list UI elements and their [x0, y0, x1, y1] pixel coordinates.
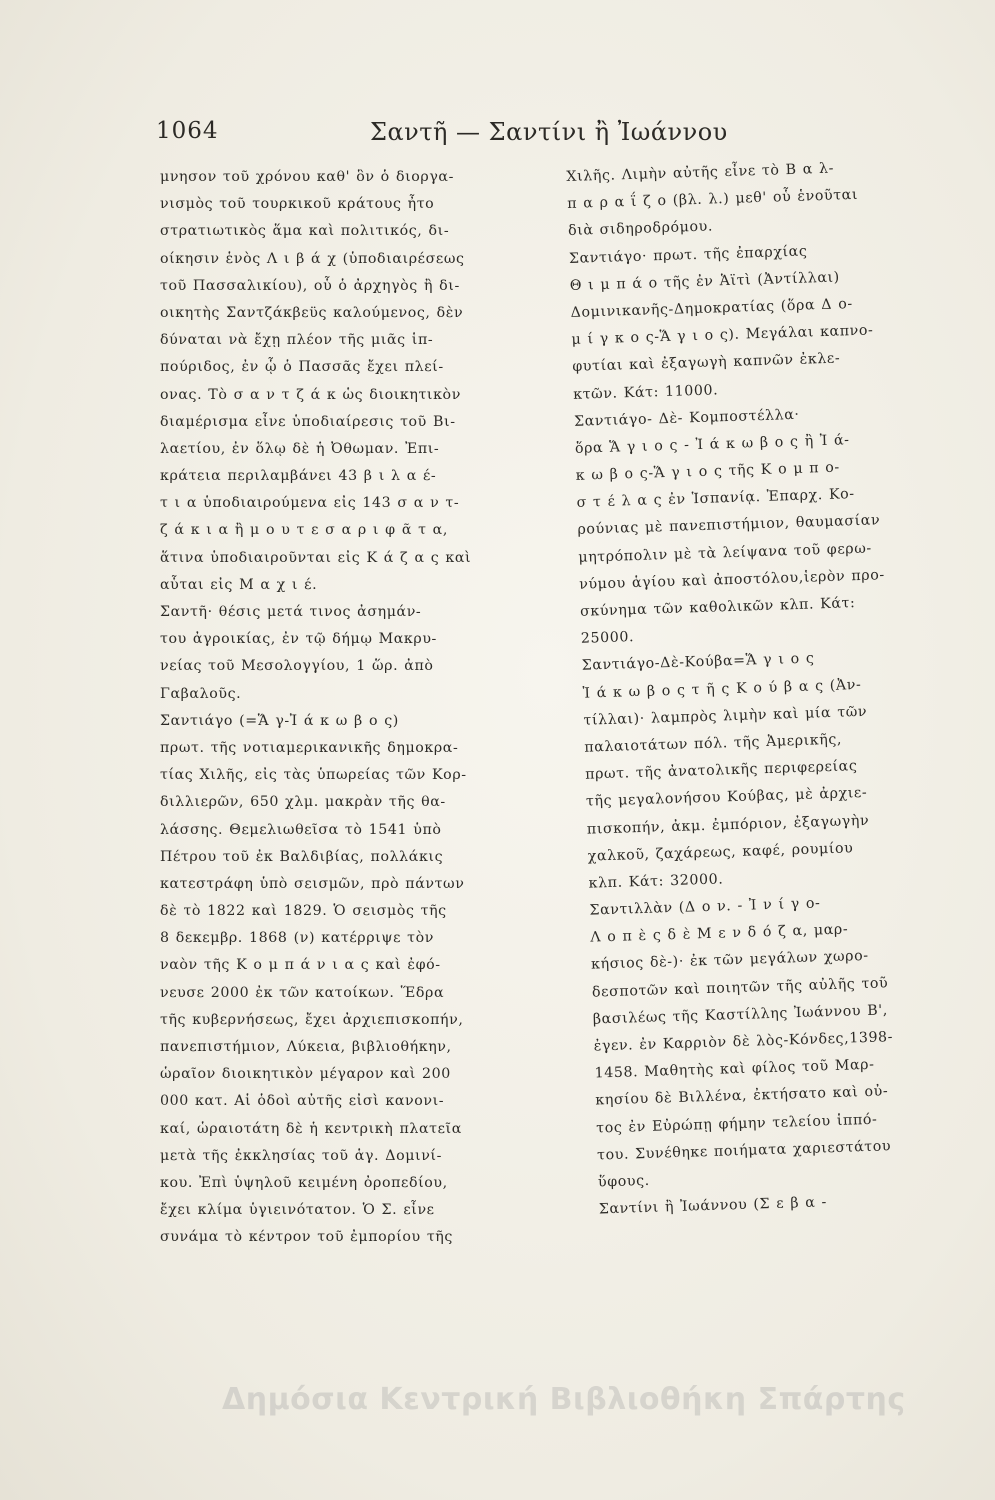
left-column — [160, 164, 545, 1252]
text-line: Σαντιάγο· πρωτ. τῆς ἐπαρχίας — [568, 243, 808, 267]
text-line: λαετίου, ἐν ὅλῳ δὲ ἡ Ὀθωμαν. Ἐπι- — [160, 440, 440, 457]
text-line: κήσιος δὲ-)· ἐκ τῶν μεγάλων χωρο- — [590, 948, 869, 974]
library-watermark: Δημόσια Κεντρική Βιβλιοθήκη Σπάρτης — [222, 1382, 906, 1417]
text-line: ναὸν τῆς Κ ο μ π ά ν ι α ς καὶ ἐφό- — [160, 957, 441, 974]
text-line: κατεστράφη ὑπὸ σεισμῶν, πρὸ πάντων — [160, 875, 465, 892]
text-line: μητρόπολιν μὲ τὰ λείψανα τοῦ φερω- — [578, 540, 873, 566]
text-line: διὰ σιδηροδρόμου. — [567, 218, 714, 240]
text-line: μ ί γ κ ο ς-Ἅ γ ι ο ς). Μεγάλαι καπνο- — [571, 322, 874, 349]
text-line: πισκοπήν, ἀκμ. ἐμπόριον, ἐξαγωγὴν — [586, 812, 870, 838]
text-line: στρατιωτικὸς ἅμα καὶ πολιτικός, δι- — [160, 223, 450, 240]
text-line: μνησον τοῦ χρόνου καθ' ὃν ὁ διοργα- — [160, 169, 454, 185]
text-line: κράτεια περιλαμβάνει 43 β ι λ α έ- — [160, 468, 437, 485]
text-line: τῆς μεγαλονήσου Κούβας, μὲ ἀρχιε- — [585, 785, 868, 810]
text-line: σ τ έ λ α ς ἐν Ἱσπανίᾳ. Ἐπαρχ. Κο- — [576, 486, 855, 512]
text-line: ονας. Τὸ σ α ν τ ζ ά κ ὡς διοικητικὸν — [160, 386, 461, 403]
text-line: τος ἐν Εὐρώπῃ φήμην τελείου ἱππό- — [596, 1111, 878, 1137]
text-line: βασιλέως τῆς Καστίλλης Ἰωάννου Β', — [592, 1002, 889, 1028]
text-line: οικητὴς Σαντζάκβεϋς καλούμενος, δὲν — [160, 304, 464, 321]
text-line: ἐγεν. ἐν Καρριὸν δὲ λὸς-Κόνδες,1398- — [593, 1029, 894, 1055]
text-line: καί, ὡραιοτάτη δὲ ἡ κεντρικὴ πλατεῖα — [160, 1120, 462, 1137]
text-line: ἅτινα ὑποδιαιροῦνται εἰς Κ ά ζ α ς καὶ — [160, 549, 472, 566]
text-line: Σαντῆ· θέσις μετά τινος ἀσημάν- — [160, 604, 422, 620]
text-line: νισμὸς τοῦ τουρκικοῦ κράτους ἦτο — [160, 196, 435, 213]
text-line: δύναται νὰ ἔχῃ πλέον τῆς μιᾶς ἱπ- — [160, 332, 434, 349]
text-line: 25000. — [580, 629, 635, 647]
text-line: κ ω β ο ς-Ἅ γ ι ο ς τῆς Κ ο μ π ο- — [575, 459, 841, 484]
text-line: ὕφους. — [597, 1172, 651, 1191]
text-line: συνάμα τὸ κέντρον τοῦ ἐμπορίου τῆς — [160, 1229, 453, 1246]
text-line: νευσε 2000 ἐκ τῶν κατοίκων. Ἕδρα — [160, 984, 445, 1001]
text-line: Χιλῆς. Λιμὴν αὐτῆς εἶνε τὸ Β α λ- — [566, 160, 835, 185]
text-line: κησίου δὲ Βιλλένα, ἐκτήσατο καὶ οὐ- — [595, 1083, 889, 1109]
text-line: ἔχει κλίμα ὑγιεινότατον. Ὁ Σ. εἶνε — [160, 1202, 435, 1219]
text-line: 1458. Μαθητὴς καὶ φίλος τοῦ Μαρ- — [594, 1056, 875, 1082]
text-line: τ ι α ὑποδιαιρούμενα εἰς 143 σ α ν τ- — [160, 495, 460, 512]
text-line: π α ρ α ΐ ζ ο (βλ. λ.) μεθ' οὗ ἑνοῦται — [567, 187, 859, 213]
text-line: πανεπιστήμιον, Λύκεια, βιβλιοθήκην, — [160, 1039, 452, 1055]
text-line: Θ ι μ π ά ο τῆς ἐν Ἁϊτὶ (Ἀντίλλαι) — [569, 269, 841, 294]
text-line: Σαντιάγο- Δὲ- Κομποστέλλα· — [573, 406, 800, 430]
text-line: 000 κατ. Αἱ ὁδοὶ αὐτῆς εἰσὶ κανονι- — [160, 1093, 445, 1110]
text-line: μετὰ τῆς ἐκκλησίας τοῦ ἁγ. Δομινί- — [160, 1147, 442, 1164]
text-line: νύμου ἁγίου καὶ ἀποστόλου,ἱερὸν προ- — [578, 567, 886, 593]
text-line: του ἀγροικίας, ἐν τῷ δήμῳ Μακρυ- — [160, 631, 437, 648]
text-line: Λ ο π ὲ ς δ ὲ Μ ε ν δ ό ζ α, μαρ- — [590, 921, 849, 946]
text-line: τοῦ Πασσαλικίου), οὗ ὁ ἀρχηγὸς ἢ δι- — [160, 277, 460, 294]
text-line: Ἰ ά κ ω β ο ς τ ῆ ς Κ ο ύ β α ς (Ἀν- — [582, 676, 862, 702]
text-line: Σαντιλλὰν (Δ ο ν. - Ἰ ν ί γ ο- — [589, 895, 821, 919]
text-line: διλλιερῶν, 650 χλμ. μακρὰν τῆς θα- — [160, 794, 446, 811]
text-line: ὅρα Ἅ γ ι ο ς - Ἰ ά κ ω β ο ς ἢ Ἰ ά- — [574, 432, 850, 457]
text-line: αὗται εἰς Μ α χ ι έ. — [160, 576, 318, 593]
text-line: 8 δεκεμβρ. 1868 (ν) κατέρριψε τὸν — [160, 930, 434, 947]
text-line: δεσποτῶν καὶ ποιητῶν τῆς αὐλῆς τοῦ — [591, 974, 889, 1001]
text-line: ρούνιας μὲ πανεπιστήμιον, θαυμασίαν — [577, 512, 881, 539]
text-line: διαμέρισμα εἶνε ὑποδιαίρεσις τοῦ Βι- — [160, 413, 456, 430]
text-line: κλπ. Κάτ: 32000. — [588, 871, 724, 892]
text-line: κτῶν. Κάτ: 11000. — [572, 381, 719, 403]
text-line: Δομινικανῆς-Δημοκρατίας (ὅρα Δ ο- — [570, 296, 854, 321]
text-line: δὲ τὸ 1822 καὶ 1829. Ὁ σεισμὸς τῆς — [160, 903, 447, 920]
text-line: φυτίαι καὶ ἐξαγωγὴ καπνῶν ἐκλε- — [572, 350, 841, 376]
text-line: λάσσης. Θεμελιωθεῖσα τὸ 1541 ὑπὸ — [160, 821, 442, 838]
text-line: οίκησιν ἑνὸς Λ ι β ά χ (ὑποδιαιρέσεως — [160, 250, 465, 267]
text-line: σκύνημα τῶν καθολικῶν κλπ. Κάτ: — [579, 595, 856, 620]
text-line: Σαντίνι ἢ Ἰωάννου (Σ ε β α - — [598, 1194, 828, 1218]
text-line: πρωτ. τῆς νοτιαμερικανικῆς δημοκρα- — [160, 739, 459, 756]
text-line: πρωτ. τῆς ἀνατολικῆς περιφερείας — [584, 758, 858, 783]
text-line: χαλκοῦ, ζαχάρεως, καφέ, ρουμίου — [587, 840, 854, 865]
text-line: τῆς κυβερνήσεως, ἔχει ἀρχιεπισκοπήν, — [160, 1011, 464, 1028]
text-line: νείας τοῦ Μεσολογγίου, 1 ὥρ. ἀπὸ — [160, 658, 434, 675]
text-line: του. Συνέθηκε ποιήματα χαριεστάτου — [596, 1138, 892, 1164]
text-line: τίλλαι)· λαμπρὸς λιμὴν καὶ μία τῶν — [583, 703, 868, 729]
text-line: ὡραῖον διοικητικὸν μέγαρον καὶ 200 — [160, 1066, 451, 1083]
page-number: 1064 — [156, 118, 219, 144]
text-line: Πέτρου τοῦ ἐκ Βαλδιβίας, πολλάκις — [160, 848, 444, 865]
text-line: παλαιοτάτων πόλ. τῆς Ἀμερικῆς, — [584, 731, 843, 756]
right-column — [566, 152, 979, 1224]
text-line: ζ ά κ ι α ἢ μ ο υ τ ε σ α ρ ι φ ᾶ τ α, — [160, 522, 448, 539]
text-line: Γαβαλοῦς. — [160, 685, 242, 702]
text-line: τίας Χιλῆς, εἰς τὰς ὑπωρείας τῶν Κορ- — [160, 767, 467, 784]
text-line: πούριδος, ἐν ᾧ ὁ Πασσᾶς ἔχει πλεί- — [160, 359, 444, 376]
running-head: Σαντῆ — Σαντίνι ἢ Ἰωάννου — [370, 118, 728, 146]
page-header — [140, 118, 840, 158]
text-line: Σαντιάγο-Δὲ-Κούβα=Ἅ γ ι ο ς — [581, 650, 815, 675]
text-line: Σαντιάγο (=Ἅ γ-Ἰ ά κ ω β ο ς) — [160, 712, 399, 729]
text-line: κου. Ἐπὶ ὑψηλοῦ κειμένη ὀροπεδίου, — [160, 1174, 448, 1191]
